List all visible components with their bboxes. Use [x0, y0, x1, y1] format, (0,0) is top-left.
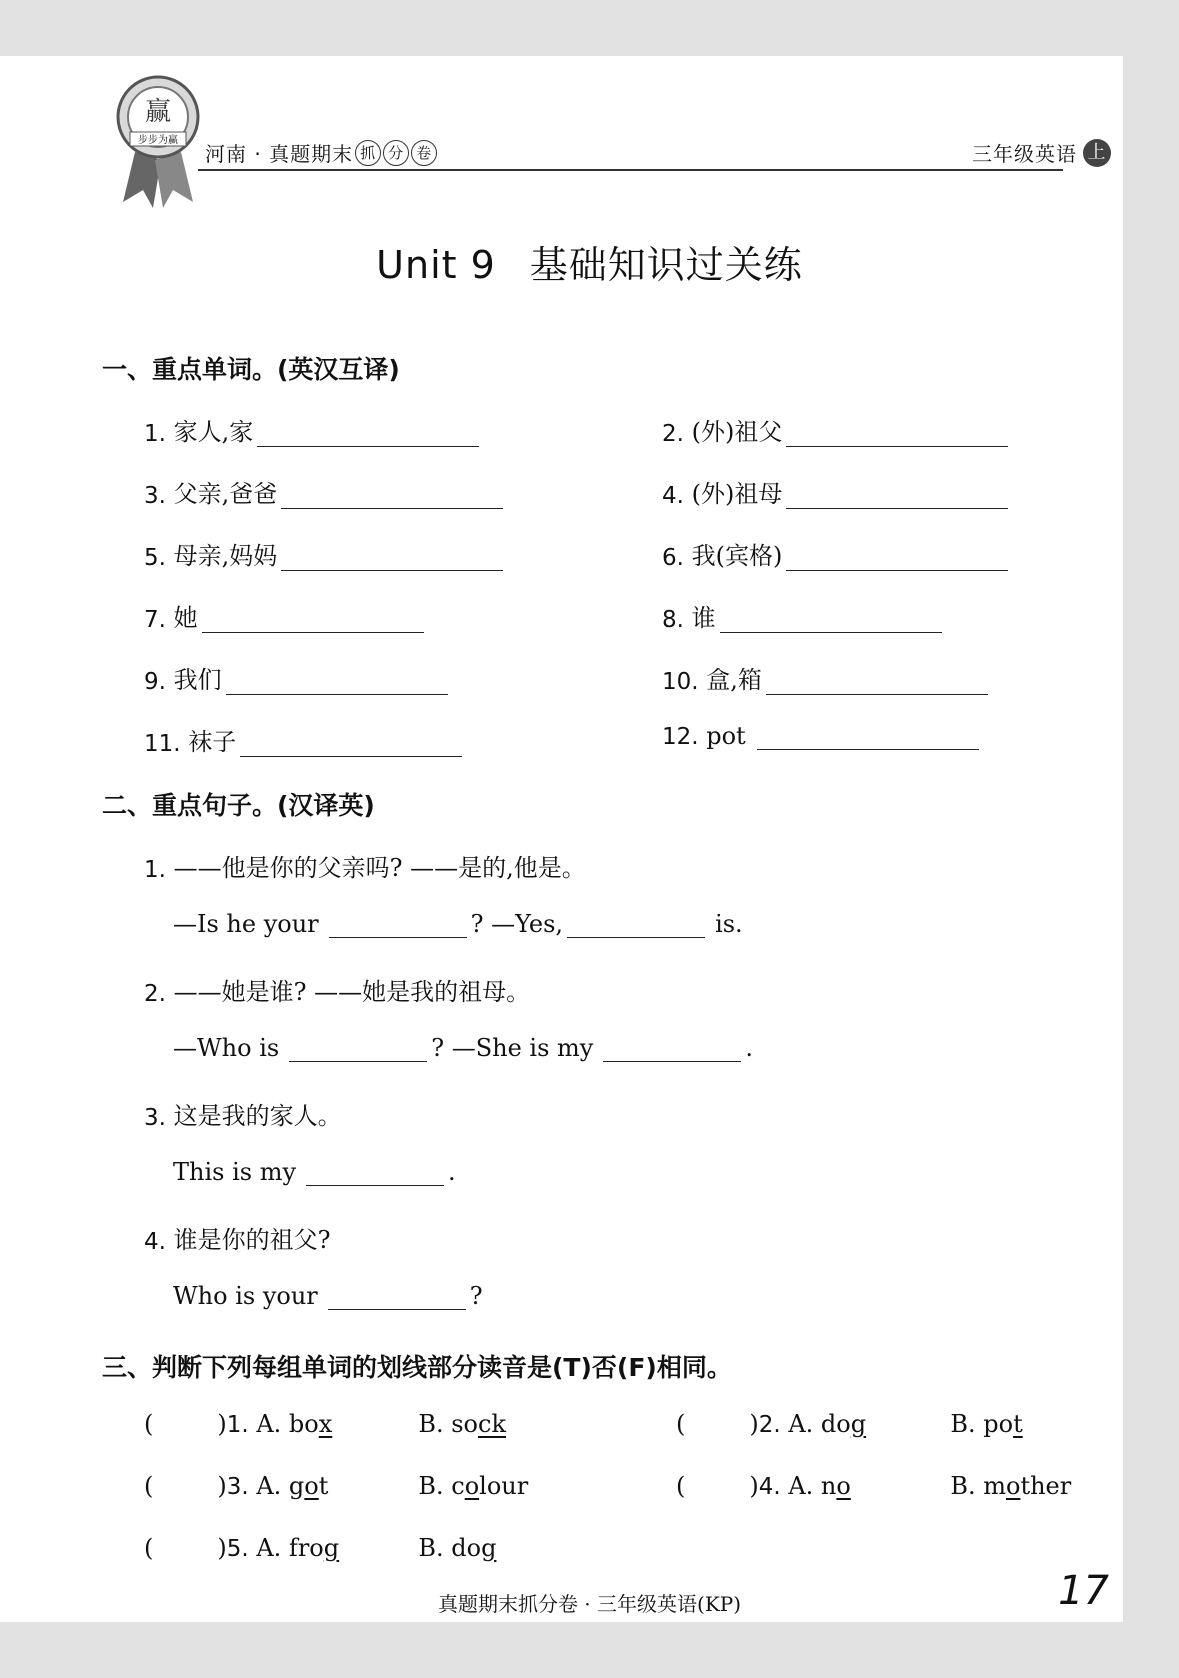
word-item: 12. pot	[662, 722, 983, 750]
sentence-prompt: 1. ——他是你的父亲吗? ——是的,他是。	[144, 854, 586, 883]
sentence-answer: —Who is ? —She is my .	[173, 1034, 754, 1062]
word-item: 5. 母亲,妈妈	[144, 536, 507, 571]
word-item: 10. 盒,箱	[662, 660, 992, 695]
section-heading: 三、判断下列每组单词的划线部分读音是(T)否(F)相同。	[102, 1353, 732, 1382]
sentence-answer: This is my .	[173, 1158, 456, 1186]
phonics-item: ( ) 2. A. dog B. pot	[676, 1410, 1023, 1438]
badge-text: 步步为赢	[138, 135, 178, 146]
phonics-item: ( ) 1. A. box B. sock	[144, 1410, 506, 1438]
word-item: 2. (外)祖父	[662, 412, 1012, 447]
word-item: 4. (外)祖母	[662, 474, 1012, 509]
word-item: 7. 她	[144, 598, 428, 633]
answer-blank[interactable]	[289, 1035, 427, 1062]
answer-blank[interactable]	[603, 1035, 741, 1062]
sentence-prompt: 4. 谁是你的祖父?	[144, 1226, 331, 1255]
answer-blank[interactable]	[766, 668, 988, 695]
phonics-item: ( ) 3. A. got B. colour	[144, 1472, 529, 1500]
answer-blank[interactable]	[281, 544, 503, 571]
footer-text: 真题期末抓分卷 · 三年级英语(KP)	[437, 1592, 742, 1616]
volume-badge: 上	[1083, 139, 1111, 167]
title-name: 基础知识过关练	[529, 243, 803, 287]
sentence-prompt: 3. 这是我的家人。	[144, 1102, 342, 1131]
svg-text:赢: 赢	[144, 97, 172, 127]
answer-blank[interactable]	[257, 420, 479, 447]
worksheet-page	[0, 56, 1123, 1622]
word-item: 11. 袜子	[144, 722, 466, 757]
answer-paren[interactable]: ( )	[676, 1410, 759, 1438]
answer-paren[interactable]: ( )	[144, 1534, 227, 1562]
sentence-prompt: 2. ——她是谁? ——她是我的祖母。	[144, 978, 531, 1007]
sentence-answer: Who is your ?	[173, 1282, 483, 1310]
answer-blank[interactable]	[786, 420, 1008, 447]
header-divider	[198, 169, 1063, 171]
answer-blank[interactable]	[329, 911, 467, 938]
word-item: 1. 家人,家	[144, 412, 483, 447]
header-grade	[972, 138, 1111, 167]
header-circled-char: 抓	[355, 140, 381, 166]
answer-paren[interactable]: ( )	[144, 1410, 227, 1438]
header-circled-char: 分	[383, 140, 409, 166]
header-region: 河南 · 真题期末	[205, 142, 354, 166]
answer-blank[interactable]	[786, 544, 1008, 571]
page-title	[0, 234, 1179, 289]
word-item: 3. 父亲,爸爸	[144, 474, 507, 509]
section-heading: 二、重点句子。(汉译英)	[102, 791, 375, 820]
answer-blank[interactable]	[306, 1159, 444, 1186]
header-series-title	[205, 138, 437, 167]
answer-blank[interactable]	[281, 482, 503, 509]
header-circled-char: 卷	[411, 140, 437, 166]
answer-blank[interactable]	[720, 606, 942, 633]
answer-blank[interactable]	[786, 482, 1008, 509]
answer-paren[interactable]: ( )	[144, 1472, 227, 1500]
answer-blank[interactable]	[202, 606, 424, 633]
section-heading: 一、重点单词。(英汉互译)	[102, 355, 400, 384]
word-item: 9. 我们	[144, 660, 452, 695]
phonics-item: ( ) 4. A. no B. mother	[676, 1472, 1072, 1500]
phonics-item: ( ) 5. A. frog B. dog	[144, 1534, 497, 1562]
answer-blank[interactable]	[567, 911, 705, 938]
page-number: 17	[1058, 1568, 1109, 1614]
award-badge-icon	[113, 62, 203, 212]
unit-label: Unit 9	[376, 243, 496, 287]
answer-paren[interactable]: ( )	[676, 1472, 759, 1500]
sentence-answer: —Is he your ? —Yes, is.	[173, 910, 743, 938]
answer-blank[interactable]	[226, 668, 448, 695]
header-grade-text: 三年级英语	[972, 142, 1077, 166]
answer-blank[interactable]	[328, 1283, 466, 1310]
answer-blank[interactable]	[240, 730, 462, 757]
word-item: 8. 谁	[662, 598, 946, 633]
answer-blank[interactable]	[757, 723, 979, 750]
word-item: 6. 我(宾格)	[662, 536, 1012, 571]
